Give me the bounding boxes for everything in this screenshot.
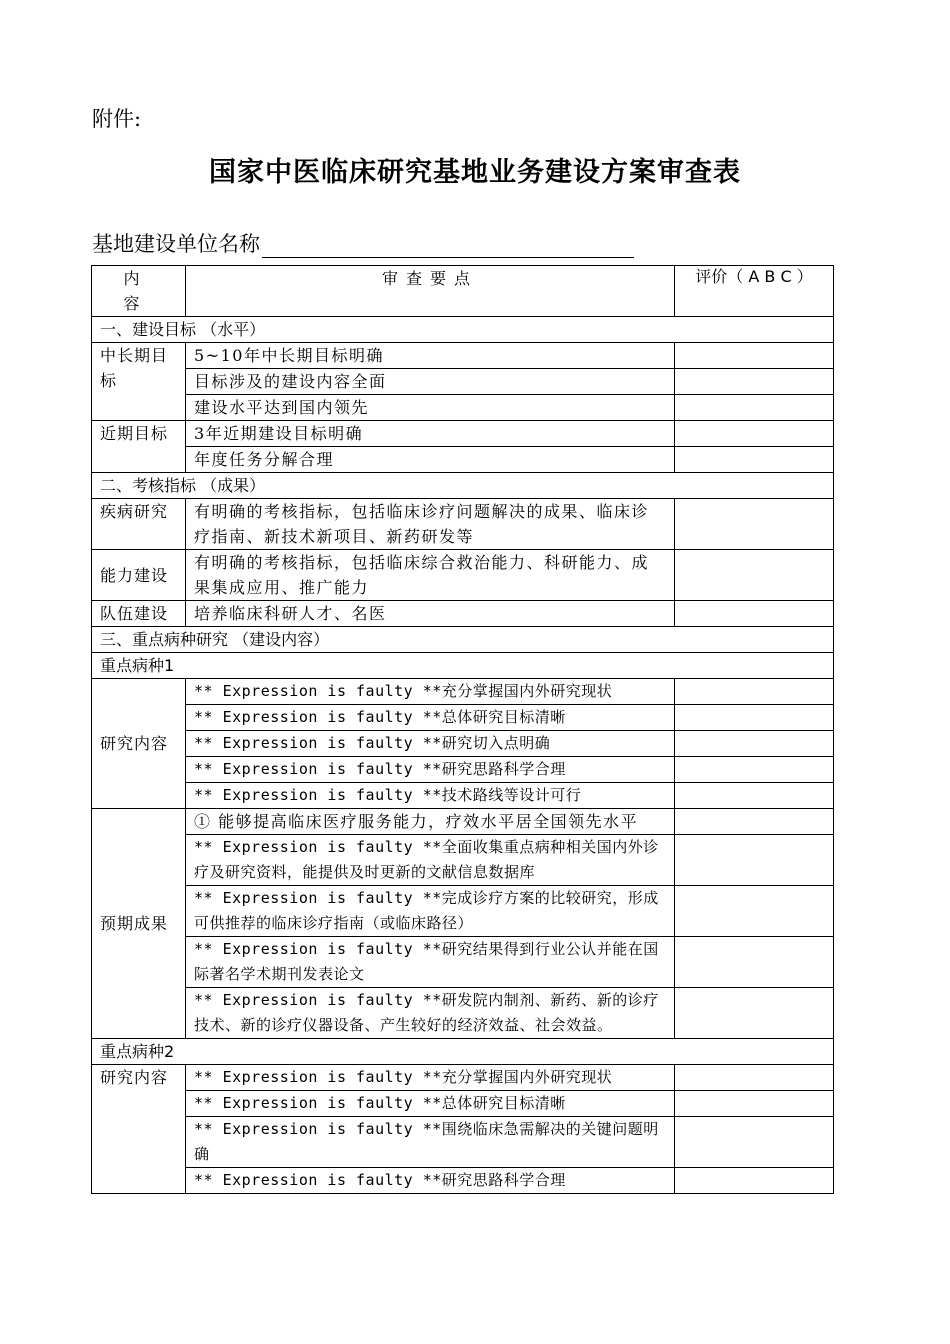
rating-cell[interactable] bbox=[675, 731, 834, 757]
page-title: 国家中医临床研究基地业务建设方案审查表 bbox=[209, 157, 741, 188]
review-point: ** Expression is faulty **研发院内制剂、新药、新的诊疗技术、新的诊疗仪器设备、产生较好的经济效益、社会效益。 bbox=[186, 988, 675, 1039]
rating-cell[interactable] bbox=[675, 499, 834, 550]
rating-cell[interactable] bbox=[675, 395, 834, 421]
review-point: ① 能够提高临床医疗服务能力，疗效水平居全国领先水平 bbox=[186, 809, 675, 835]
section-title: 三、重点病种研究 （建设内容） bbox=[92, 627, 834, 653]
review-point: 5~10年中长期目标明确 bbox=[186, 343, 675, 369]
review-point: 目标涉及的建设内容全面 bbox=[186, 369, 675, 395]
table-row bbox=[92, 679, 834, 705]
table-row bbox=[92, 1117, 834, 1168]
category-label: 能力建设 bbox=[92, 550, 186, 601]
section-row bbox=[92, 317, 834, 343]
unit-name-line bbox=[92, 228, 634, 258]
header-row bbox=[92, 266, 834, 317]
rating-cell[interactable] bbox=[675, 809, 834, 835]
review-point: ** Expression is faulty **研究思路科学合理 bbox=[186, 1168, 675, 1194]
review-point: ** Expression is faulty **技术路线等设计可行 bbox=[186, 783, 675, 809]
review-point: ** Expression is faulty **总体研究目标清晰 bbox=[186, 705, 675, 731]
table-row bbox=[92, 988, 834, 1039]
unit-name-label: 基地建设单位名称 bbox=[92, 232, 260, 256]
rating-cell[interactable] bbox=[675, 783, 834, 809]
category-label: 队伍建设 bbox=[92, 601, 186, 627]
review-table bbox=[91, 265, 834, 1194]
table-row bbox=[92, 369, 834, 395]
section-row bbox=[92, 473, 834, 499]
table-row bbox=[92, 705, 834, 731]
section-row bbox=[92, 627, 834, 653]
table-row bbox=[92, 447, 834, 473]
review-point: 有明确的考核指标，包括临床诊疗问题解决的成果、临床诊疗指南、新技术新项目、新药研发等 bbox=[186, 499, 675, 550]
section-title: 二、考核指标 （成果） bbox=[92, 473, 834, 499]
subsection-row bbox=[92, 653, 834, 679]
table-row bbox=[92, 601, 834, 627]
rating-cell[interactable] bbox=[675, 988, 834, 1039]
rating-cell[interactable] bbox=[675, 1168, 834, 1194]
unit-name-blank[interactable] bbox=[262, 235, 634, 258]
table-row bbox=[92, 835, 834, 886]
review-point: 年度任务分解合理 bbox=[186, 447, 675, 473]
rating-cell[interactable] bbox=[675, 886, 834, 937]
category-label: 研究内容 bbox=[92, 679, 186, 809]
category-label: 疾病研究 bbox=[92, 499, 186, 550]
rating-cell[interactable] bbox=[675, 550, 834, 601]
review-point: 有明确的考核指标，包括临床综合救治能力、科研能力、成果集成应用、推广能力 bbox=[186, 550, 675, 601]
review-point: ** Expression is faulty **完成诊疗方案的比较研究，形成可供推荐的临床诊疗指南（或临床路径） bbox=[186, 886, 675, 937]
header-rating: 评价（ A B C ） bbox=[675, 266, 834, 317]
rating-cell[interactable] bbox=[675, 447, 834, 473]
rating-cell[interactable] bbox=[675, 757, 834, 783]
rating-cell[interactable] bbox=[675, 1091, 834, 1117]
table-row bbox=[92, 731, 834, 757]
review-point: 培养临床科研人才、名医 bbox=[186, 601, 675, 627]
table-row bbox=[92, 499, 834, 550]
rating-cell[interactable] bbox=[675, 1065, 834, 1091]
table-row bbox=[92, 1168, 834, 1194]
review-point: 建设水平达到国内领先 bbox=[186, 395, 675, 421]
table-row bbox=[92, 937, 834, 988]
category-label: 近期目标 bbox=[92, 421, 186, 473]
rating-cell[interactable] bbox=[675, 369, 834, 395]
rating-cell[interactable] bbox=[675, 937, 834, 988]
category-label: 研究内容 bbox=[92, 1065, 186, 1194]
review-point: ** Expression is faulty **总体研究目标清晰 bbox=[186, 1091, 675, 1117]
rating-cell[interactable] bbox=[675, 835, 834, 886]
review-point: ** Expression is faulty **研究切入点明确 bbox=[186, 731, 675, 757]
rating-cell[interactable] bbox=[675, 343, 834, 369]
review-point: ** Expression is faulty **研究结果得到行业公认并能在国际著名学术期刊发表论文 bbox=[186, 937, 675, 988]
category-label: 中长期目标 bbox=[92, 343, 186, 421]
review-point: 3年近期建设目标明确 bbox=[186, 421, 675, 447]
table-row bbox=[92, 421, 834, 447]
table-row bbox=[92, 550, 834, 601]
rating-cell[interactable] bbox=[675, 1117, 834, 1168]
table-row bbox=[92, 395, 834, 421]
header-points: 审查要点 bbox=[186, 266, 675, 317]
header-content: 内 容 bbox=[92, 266, 186, 317]
review-point: ** Expression is faulty **研究思路科学合理 bbox=[186, 757, 675, 783]
rating-cell[interactable] bbox=[675, 705, 834, 731]
table-row bbox=[92, 809, 834, 835]
rating-cell[interactable] bbox=[675, 421, 834, 447]
review-point: ** Expression is faulty **围绕临床急需解决的关键问题明确 bbox=[186, 1117, 675, 1168]
category-label: 预期成果 bbox=[92, 809, 186, 1039]
rating-cell[interactable] bbox=[675, 679, 834, 705]
rating-cell[interactable] bbox=[675, 601, 834, 627]
section-title: 一、建设目标 （水平） bbox=[92, 317, 834, 343]
review-point: ** Expression is faulty **充分掌握国内外研究现状 bbox=[186, 1065, 675, 1091]
subsection-row bbox=[92, 1039, 834, 1065]
table-row bbox=[92, 783, 834, 809]
table-row bbox=[92, 343, 834, 369]
table-row bbox=[92, 1091, 834, 1117]
table-row bbox=[92, 886, 834, 937]
review-point: ** Expression is faulty **全面收集重点病种相关国内外诊疗及研究资料，能提供及时更新的文献信息数据库 bbox=[186, 835, 675, 886]
table-row bbox=[92, 1065, 834, 1091]
review-point: ** Expression is faulty **充分掌握国内外研究现状 bbox=[186, 679, 675, 705]
attachment-label: 附件: bbox=[92, 107, 142, 131]
subsection-title: 重点病种1 bbox=[92, 653, 834, 679]
table-row bbox=[92, 757, 834, 783]
subsection-title: 重点病种2 bbox=[92, 1039, 834, 1065]
